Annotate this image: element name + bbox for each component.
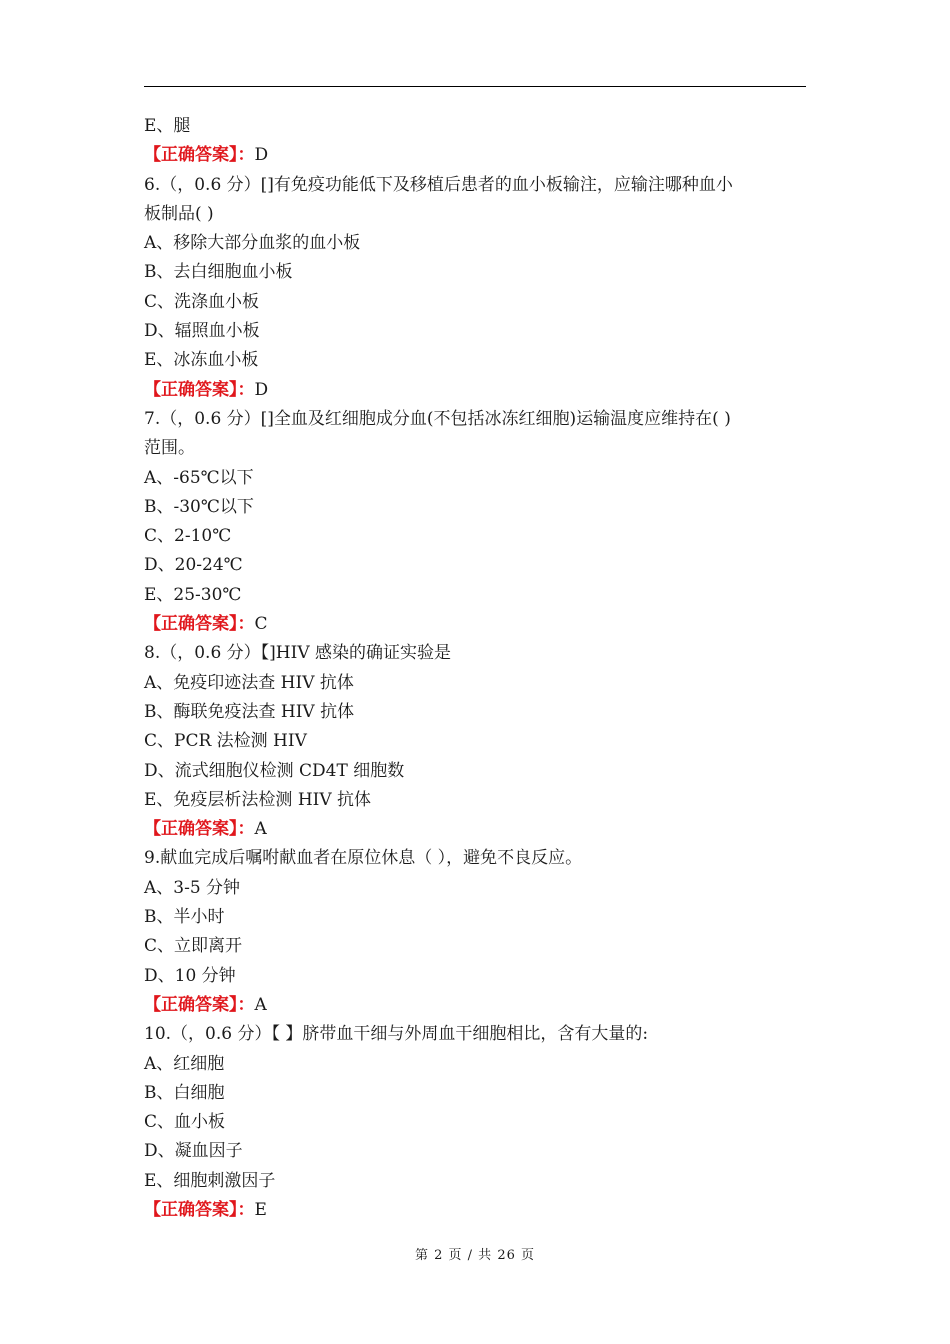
- correct-answer-line: [144, 815, 806, 844]
- correct-answer-label: 【正确答案】：: [144, 819, 255, 840]
- text-line: D、10 分钟: [144, 965, 236, 986]
- correct-answer-line: [144, 1196, 806, 1225]
- text-line: C、立即离开: [144, 936, 243, 957]
- correct-answer-label: 【正确答案】：: [144, 994, 255, 1015]
- correct-answer-label: 【正确答案】：: [144, 145, 255, 166]
- text-line: 6.（，0.6 分）[]有免疫功能低下及移植后患者的血小板输注，应输注哪种血小: [144, 174, 733, 195]
- text-line: E、腿: [144, 116, 191, 136]
- correct-answer-value: C: [254, 614, 268, 635]
- text-line: A、移除大部分血浆的血小板: [144, 233, 361, 254]
- text-line: D、20-24℃: [144, 555, 243, 576]
- correct-answer-line: [144, 376, 806, 405]
- text-line: B、白细胞: [144, 1082, 225, 1103]
- header-rule: [144, 86, 806, 87]
- text-line: 板制品( ): [144, 203, 214, 224]
- correct-answer-line: [144, 610, 806, 639]
- text-line: E、冰冻血小板: [144, 350, 259, 371]
- page-footer: 第 2 页 / 共 26 页: [415, 1248, 535, 1263]
- text-line: D、流式细胞仪检测 CD4T 细胞数: [144, 760, 405, 781]
- text-line: C、PCR 法检测 HIV: [144, 731, 307, 752]
- text-line: B、-30℃以下: [144, 496, 254, 517]
- correct-answer-value: E: [254, 1199, 267, 1220]
- text-line: C、血小板: [144, 1112, 226, 1133]
- text-line: B、酶联免疫法查 HIV 抗体: [144, 701, 355, 722]
- text-line: A、3-5 分钟: [144, 877, 241, 898]
- text-line: A、红细胞: [144, 1053, 225, 1074]
- text-line: A、免疫印迹法查 HIV 抗体: [144, 672, 354, 693]
- text-line: C、2-10℃: [144, 526, 232, 547]
- correct-answer-line: [144, 991, 806, 1020]
- text-line: E、25-30℃: [144, 584, 242, 605]
- correct-answer-label: 【正确答案】：: [144, 379, 255, 400]
- correct-answer-line: [144, 141, 806, 170]
- text-line: D、凝血因子: [144, 1141, 243, 1162]
- correct-answer-value: D: [254, 145, 269, 166]
- text-line: A、-65℃以下: [144, 467, 254, 488]
- text-line: E、免疫层析法检测 HIV 抗体: [144, 789, 372, 810]
- text-line: 范围。: [144, 438, 195, 459]
- text-line: D、辐照血小板: [144, 321, 260, 342]
- text-line: C、洗涤血小板: [144, 291, 260, 312]
- correct-answer-value: A: [254, 994, 267, 1015]
- correct-answer-value: A: [254, 819, 267, 840]
- correct-answer-label: 【正确答案】：: [144, 614, 255, 635]
- text-line: B、去白细胞血小板: [144, 262, 293, 283]
- text-line: 10.（，0.6 分）【 】脐带血干细与外周血干细胞相比，含有大量的:: [144, 1024, 649, 1045]
- text-line: 7.（，0.6 分）[]全血及红细胞成分血(不包括冰冻红细胞)运输温度应维持在( ): [144, 408, 731, 429]
- document-body: [144, 112, 806, 1225]
- correct-answer-value: D: [254, 379, 269, 400]
- text-line: B、半小时: [144, 907, 225, 928]
- correct-answer-label: 【正确答案】：: [144, 1199, 255, 1220]
- text-line: 8.（，0.6 分）【]HIV 感染的确证实验是: [144, 643, 452, 664]
- text-line: E、细胞刺激因子: [144, 1170, 276, 1191]
- text-line: 9.献血完成后嘱咐献血者在原位休息（ ），避免不良反应。: [144, 848, 583, 869]
